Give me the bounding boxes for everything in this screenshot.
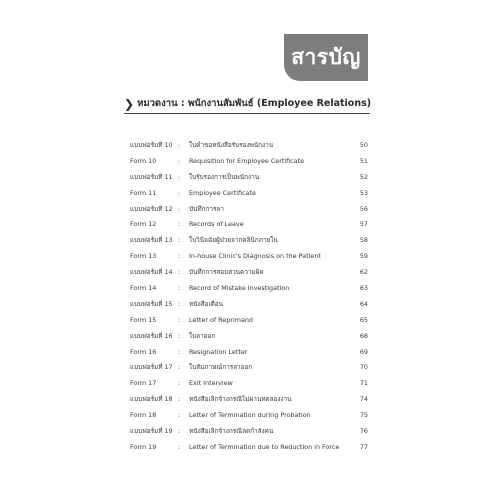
toc-entry-title: ใบรับรองการเป็นพนักงาน — [189, 172, 260, 181]
toc-form-number: แบบฟอร์มที่ 10 — [130, 141, 173, 149]
toc-separator: : — [178, 220, 181, 229]
toc-entry-title: บันทึกการสอบสวนความผิด — [189, 268, 264, 277]
toc-entry[interactable] — [130, 265, 370, 281]
section-divider — [124, 113, 370, 114]
toc-entry-title: Employee Certificate — [189, 188, 256, 197]
toc-entry[interactable] — [130, 202, 370, 218]
toc-entry-title: ใบลาออก — [189, 331, 216, 340]
toc-page-number: 52 — [359, 172, 368, 181]
toc-separator: : — [178, 156, 181, 165]
toc-page-number: 75 — [359, 411, 368, 420]
toc-entry[interactable] — [130, 424, 370, 440]
toc-separator: : — [178, 141, 181, 149]
toc-title-tab — [284, 34, 368, 81]
toc-separator: : — [178, 299, 181, 308]
toc-form-number: Form 15 — [130, 315, 157, 324]
toc-entry[interactable] — [130, 281, 370, 297]
toc-page-number: 74 — [359, 395, 368, 404]
toc-separator: : — [178, 363, 181, 372]
toc-page-number: 77 — [359, 442, 368, 451]
toc-entry[interactable] — [130, 313, 370, 329]
toc-page-number: 62 — [359, 268, 368, 277]
toc-form-number: แบบฟอร์มที่ 18 — [130, 395, 173, 404]
toc-entry-title: Records of Leave — [189, 220, 244, 229]
toc-form-number: Form 18 — [130, 411, 157, 420]
toc-page-number: 56 — [359, 204, 368, 213]
toc-separator: : — [178, 268, 181, 277]
toc-form-number: Form 16 — [130, 347, 157, 356]
toc-entry-title: Requisition for Employee Certificate — [189, 156, 305, 165]
toc-form-number: แบบฟอร์มที่ 19 — [130, 427, 173, 436]
toc-entry[interactable] — [130, 376, 370, 392]
toc-entry[interactable] — [130, 249, 370, 265]
toc-page-number: 53 — [359, 188, 368, 197]
toc-form-number: Form 11 — [130, 188, 157, 197]
toc-separator: : — [178, 188, 181, 197]
toc-separator: : — [178, 252, 181, 261]
toc-entry[interactable] — [130, 297, 370, 313]
toc-separator: : — [178, 411, 181, 420]
toc-entry[interactable] — [130, 170, 370, 186]
section-heading-text: หมวดงาน : พนักงานสัมพันธ์ (Employee Relations) — [137, 98, 372, 109]
toc-form-number: แบบฟอร์มที่ 13 — [130, 236, 173, 245]
toc-separator: : — [178, 204, 181, 213]
toc-page-number: 70 — [359, 363, 368, 372]
toc-entry[interactable] — [130, 217, 370, 233]
toc-page-number: 57 — [359, 220, 368, 229]
toc-page-number: 68 — [359, 331, 368, 340]
toc-entry-title: ใบวินิจฉัยผู้ป่วยจากคลินิกภายใน — [189, 236, 278, 245]
toc-page-number: 51 — [359, 156, 368, 165]
toc-entry-title: หนังสือเลิกจ้างกรณีไม่ผ่านทดลองงาน — [189, 395, 292, 404]
toc-entry[interactable] — [130, 154, 370, 170]
toc-separator: : — [178, 236, 181, 245]
toc-page-number: 58 — [359, 236, 368, 245]
toc-entry-title: Record of Mistake Investigation — [189, 284, 290, 293]
toc-entry-title: ใบคำขอหนังสือรับรองพนักงาน — [189, 141, 274, 149]
toc-entry[interactable] — [130, 440, 370, 456]
toc-form-number: แบบฟอร์มที่ 11 — [130, 172, 173, 181]
toc-form-number: Form 14 — [130, 284, 157, 293]
toc-separator: : — [178, 442, 181, 451]
toc-entry[interactable] — [130, 392, 370, 408]
toc-separator: : — [178, 172, 181, 181]
toc-page-number: 64 — [359, 299, 368, 308]
toc-entry[interactable] — [130, 345, 370, 361]
toc-form-number: Form 19 — [130, 442, 157, 451]
toc-form-number: Form 17 — [130, 379, 157, 388]
page-title: สารบัญ — [291, 45, 361, 69]
toc-page-number: 69 — [359, 347, 368, 356]
toc-entry[interactable] — [130, 138, 370, 154]
toc-entry-title: In-house Clinic's Diagnosis on the Patient — [189, 252, 321, 261]
toc-separator: : — [178, 284, 181, 293]
toc-page-number: 71 — [359, 379, 368, 388]
toc-entry[interactable] — [130, 329, 370, 345]
toc-form-number: แบบฟอร์มที่ 12 — [130, 204, 173, 213]
toc-entry-title: Letter of Termination due to Reduction in Force — [189, 442, 340, 451]
toc-page-number: 65 — [359, 315, 368, 324]
toc-entry[interactable] — [130, 360, 370, 376]
toc-separator: : — [178, 347, 181, 356]
section-heading — [124, 96, 370, 111]
toc-entry-title: ใบสัมภาษณ์การลาออก — [189, 363, 253, 372]
toc-page-number: 59 — [359, 252, 368, 261]
toc-entry[interactable] — [130, 233, 370, 249]
toc-entry-title: Exit Interview — [189, 379, 233, 388]
toc-separator: : — [178, 315, 181, 324]
toc-form-number: แบบฟอร์มที่ 15 — [130, 299, 173, 308]
toc-form-number: Form 13 — [130, 252, 157, 261]
toc-page-number: 63 — [359, 284, 368, 293]
toc-page-number: 76 — [359, 427, 368, 436]
toc-entry-title: Resignation Letter — [189, 347, 248, 356]
toc-entry[interactable] — [130, 186, 370, 202]
toc-page-number: 50 — [359, 141, 368, 149]
toc-separator: : — [178, 379, 181, 388]
toc-form-number: แบบฟอร์มที่ 14 — [130, 268, 173, 277]
toc-form-number: Form 12 — [130, 220, 157, 229]
toc-form-number: แบบฟอร์มที่ 17 — [130, 363, 173, 372]
toc-separator: : — [178, 427, 181, 436]
toc-separator: : — [178, 395, 181, 404]
toc-entry-title: หนังสือเลิกจ้างกรณีลดกำลังคน — [189, 427, 274, 436]
toc-separator: : — [178, 331, 181, 340]
toc-entry-title: บันทึกการลา — [189, 204, 224, 213]
toc-entry[interactable] — [130, 408, 370, 424]
toc-entry-title: Letter of Reprimand — [189, 315, 253, 324]
toc-entry-title: Letter of Termination during Probation — [189, 411, 311, 420]
chevron-right-icon: ❯ — [124, 96, 135, 111]
toc-list — [130, 138, 370, 456]
toc-entry-title: หนังสือเตือน — [189, 299, 223, 308]
toc-form-number: แบบฟอร์มที่ 16 — [130, 331, 173, 340]
toc-form-number: Form 10 — [130, 156, 157, 165]
